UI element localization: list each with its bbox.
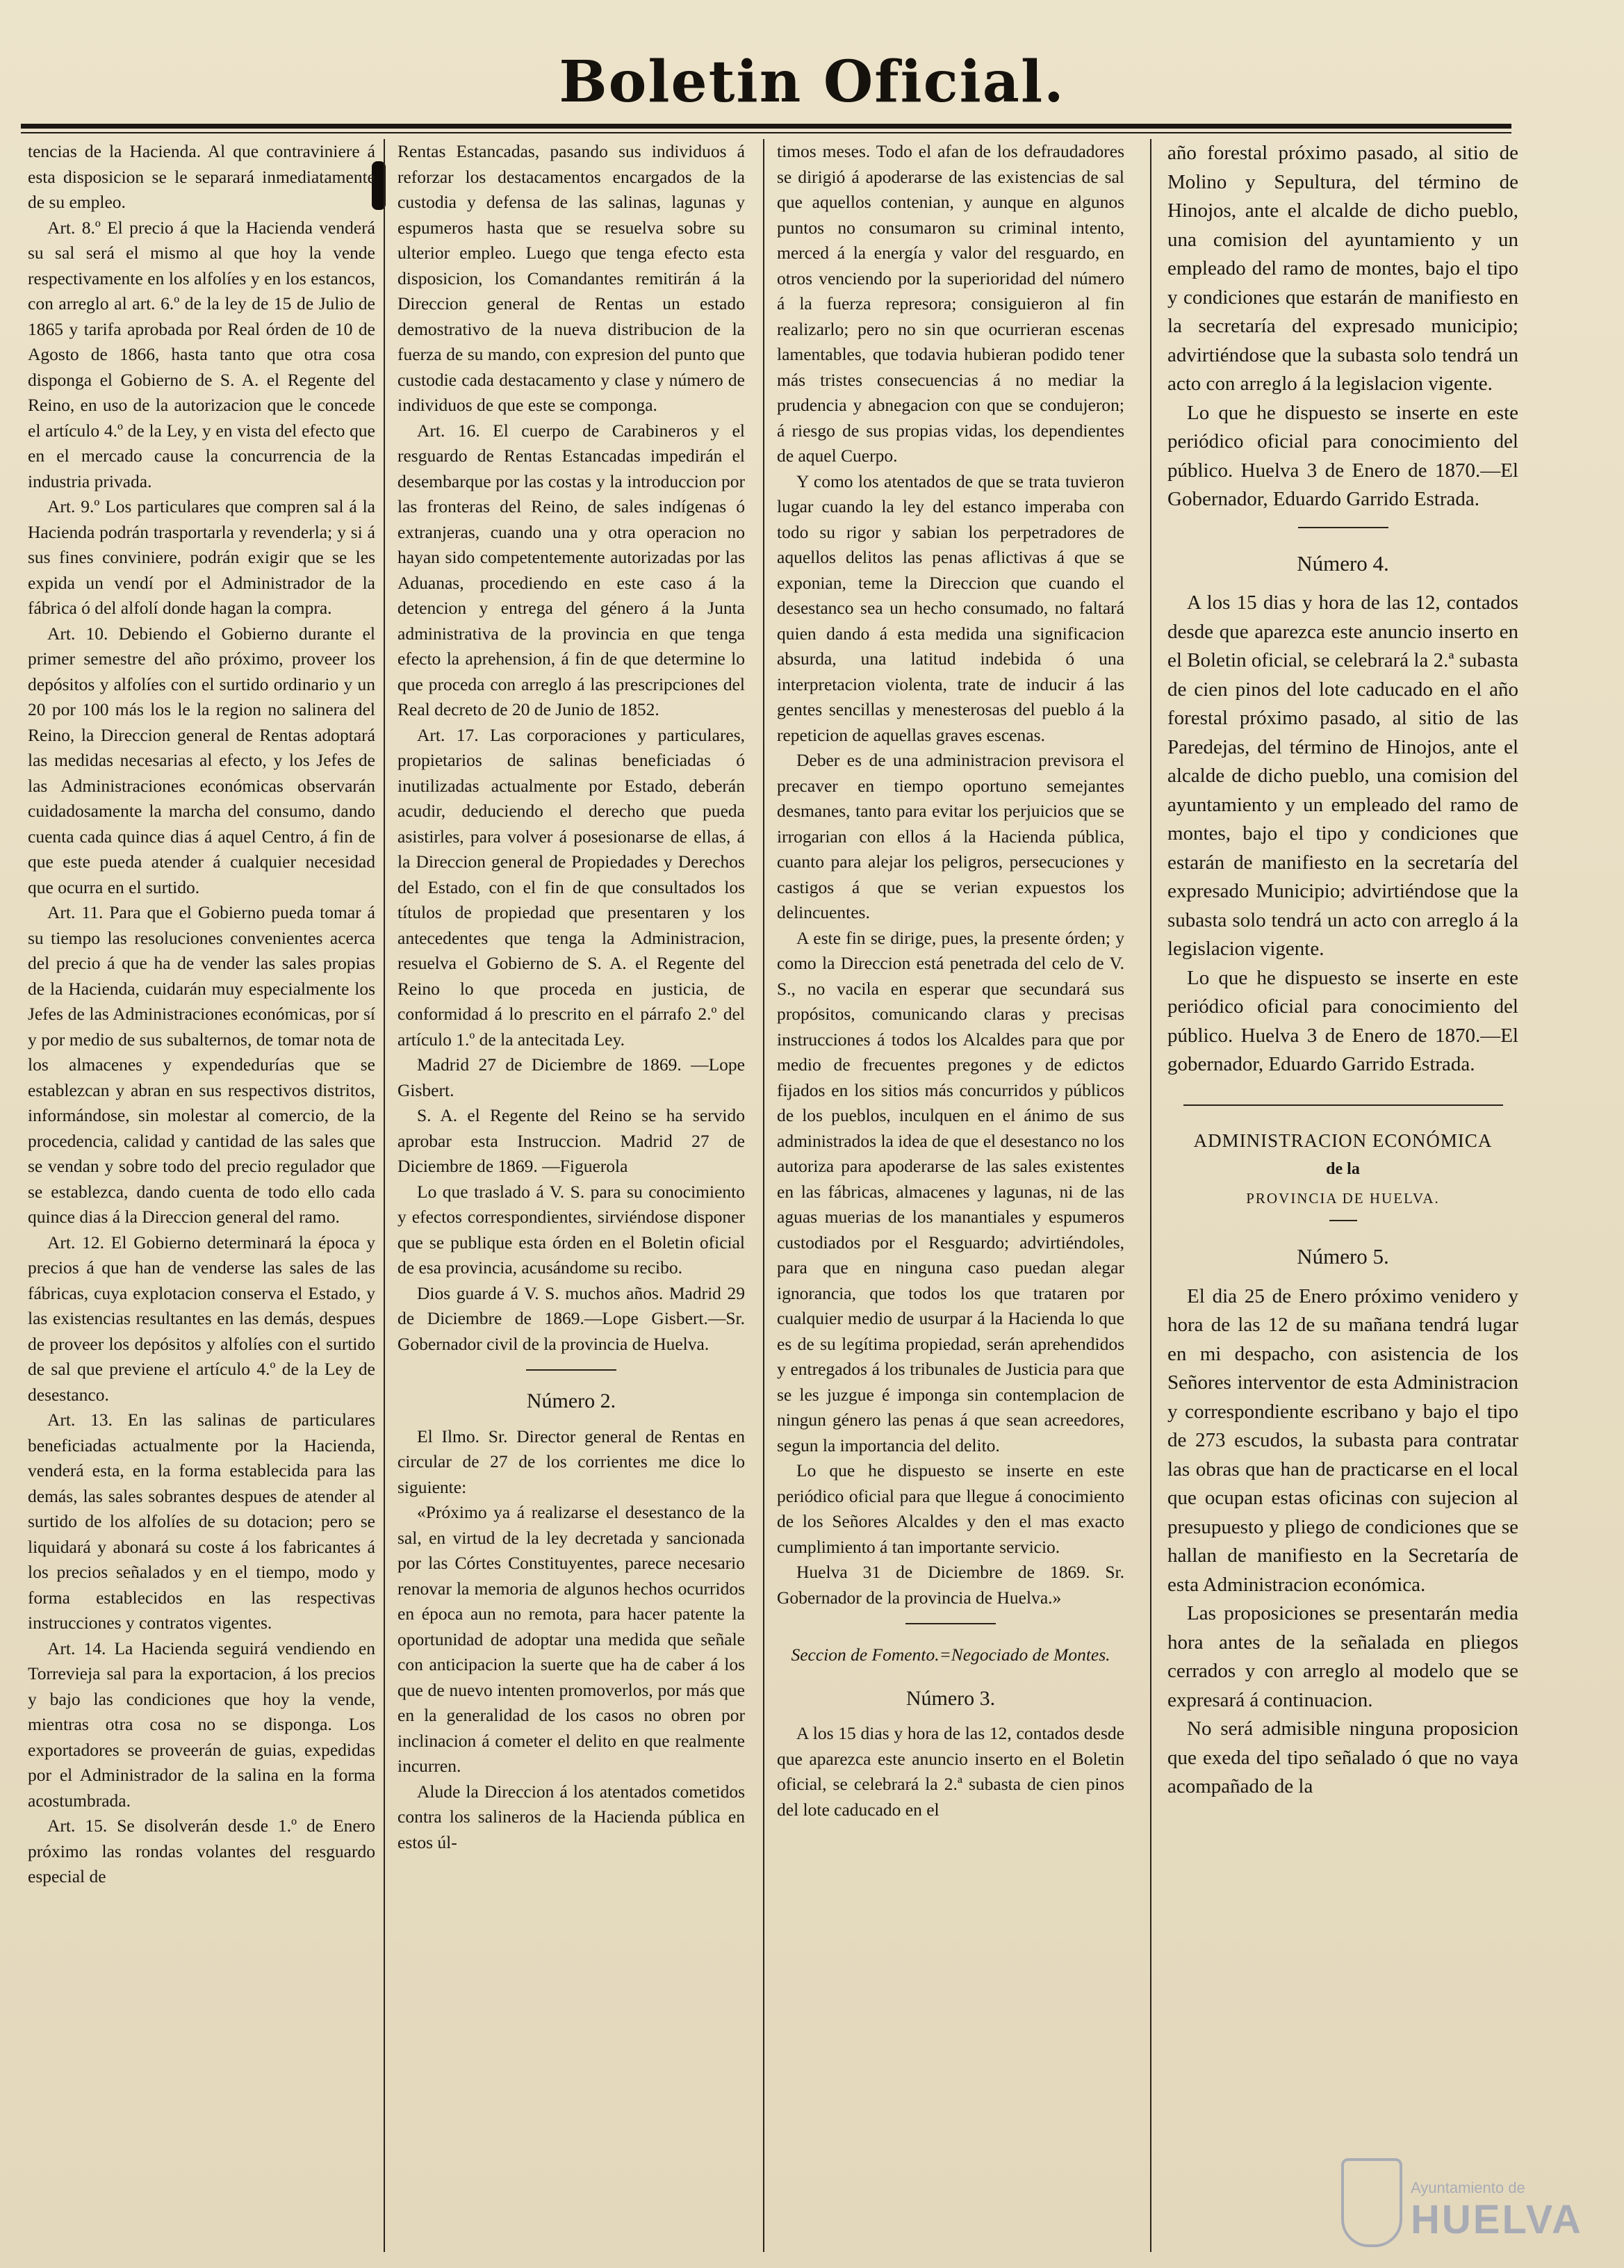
section-separator [1298, 527, 1388, 528]
column-divider [1150, 139, 1151, 2252]
paragraph: Lo que he dispuesto se inserte en este periódico oficial para que llegue á conocimiento de los Señores Alcaldes y den el mas exacto cumplimiento á tan importante servicio. [777, 1460, 1124, 1557]
paragraph: Las proposiciones se presentarán media hora antes de la señalada en pliegos cerrados y con arreglo al modelo que se expresará á continuacion. [1167, 1602, 1518, 1711]
paragraph: Lo que traslado á V. S. para su conocimiento y efectos correspondientes, sirviéndose disponer que se publique esta órden en el Boletin oficial de esa provincia, acusándome su recibo. [397, 1181, 745, 1278]
column-2 [397, 139, 745, 2085]
section-heading: Número 3. [905, 1686, 996, 1710]
article-9: Art. 9.º Los particulares que compren sal á la Hacienda podrán trasportarla y revenderla; y si á sus fines conviniere, podrán exigir que se les expida un vendí por el Administrador de la fábrica ó del alfolí donde hagan la compra. [28, 496, 375, 618]
paragraph: Lo que he dispuesto se inserte en este periódico oficial para conocimiento del público. Huelva 3 de Enero de 1870.—El Gobernador, Eduardo Garrido Estrada. [1167, 401, 1518, 510]
section-separator [1329, 1220, 1357, 1221]
paragraph: El Ilmo. Sr. Director general de Rentas en circular de 27 de los corrientes me dice lo siguiente: [397, 1426, 745, 1497]
admin-heading-connector: de la [1326, 1160, 1360, 1178]
paragraph: año forestal próximo pasado, al sitio de Molino y Sepultura, del término de Hinojos, ante el alcalde de dicho pueblo, una comision del ayuntamiento y un empleado del ramo de montes, bajo el tipo y condiciones que estarán de manifiesto en la secretaría del expresado municipio; advirtiéndose que la subasta solo tendrá un acto con arreglo á la legislacion vigente. [1167, 142, 1518, 395]
paragraph: Rentas Estancadas, pasando sus individuos á reforzar los destacamentos encargados de la custodia y defensa de las salinas, lagunas y espumeros hasta que se resuelva sobre su ulterior empleo. Luego que tenga efecto esta disposicion, los Comandantes remitirán á la Direccion general de Rentas un estado demostrativo de la nueva distribucion de la fuerza de su mando, con expresion del punto que custodie cada destacamento y clase y número de individuos de que este se componga. [397, 141, 745, 415]
paragraph: Y como los atentados de que se trata tuvieron lugar cuando la ley del estanco imperaba con todo su rigor y sabian los perpetradores de aquellos delitos las penas aflictivas á que se exponian, teme la Direccion que cuando el desestanco sea un hecho consumado, no faltará quien dando á esta medida una significacion absurda, una latitud indebida ó una interpretacion violenta, trate de inducir á las gentes sencillas y menesterosas del pueblo á la repeticion de aquellas graves escenas. [777, 471, 1124, 745]
section-title: Seccion de Fomento.=Negociado de Montes. [791, 1645, 1110, 1665]
paragraph: timos meses. Todo el afan de los defraudadores se dirigió á apoderarse de las existencias de sal que aquellos contenian, y aunque en algunos puntos no consumaron su criminal intento, merced á la energía y valor del resguardo, en otros venciendo por la superioridad del número á la fuerza represora; consiguieron al fin realizarlo; pero no sin que ocurrieran escenas lamentables, que todavia hubieran podido tener más tristes consecuencias á no mediar la prudencia y abnegacion con que se condujeron; á riesgo de sus propias vidas, los dependientes de aquel Cuerpo. [777, 141, 1124, 466]
article-14: Art. 14. La Hacienda seguirá vendiendo en Torrevieja sal para la exportacion, á los precios y bajo las condiciones que hoy la vende, mientras otra cosa no se disponga. Los exportadores se proveerán de guias, expedidas por el Administrador de la salina en la forma acostumbrada. [28, 1638, 375, 1811]
article-17: Art. 17. Las corporaciones y particulares, propietarios de salinas beneficiadas ó inutilizadas actualmente por Estado, deberán acudir, deduciendo el derecho que pueda asistirles, para volver á posesionarse de ellas, á la Direccion general de Propiedades y Derechos del Estado, con el fin de que consultados los títulos de propiedad que presentaren y los antecedentes que tenga la Administracion, resuelva el Gobierno de S. A. el Regente del Reino lo que proceda en justicia, de conformidad á lo prescrito en el párrafo 2.º del artículo 1.º de la antecitada Ley. [397, 724, 745, 1050]
section-separator [1183, 1104, 1503, 1106]
masthead-title: Boletin Oficial. [559, 49, 1065, 115]
paragraph: tencias de la Hacienda. Al que contraviniere á esta disposicion se le separará inmediatamente de su empleo. [28, 141, 375, 212]
watermark-line-1: Ayuntamiento de [1411, 2179, 1525, 2196]
article-12: Art. 12. El Gobierno determinará la época y precios á que han de venderse las sales de las fábricas, cuya explotacion conserva el Estado, y las existencias resultantes en las demás, despues de proveer los depósitos y alfolíes con el surtido de sal que previene el artículo 4.º de la Ley de desestanco. [28, 1232, 375, 1405]
paragraph: No será admisible ninguna proposicion que exeda del tipo señalado ó que no vaya acompañado de la [1167, 1718, 1518, 1797]
date-line: Huelva 31 de Diciembre de 1869. Sr. Gobernador de la provincia de Huelva.» [777, 1562, 1124, 1608]
paragraph: A los 15 dias y hora de las 12, contados desde que aparezca este anuncio inserto en el Boletin oficial, se celebrará la 2.ª subasta de cien pinos del lote caducado en el [777, 1723, 1124, 1820]
article-11: Art. 11. Para que el Gobierno pueda tomar á su tiempo las resoluciones convenientes acerca del precio á que ha de vender las sales propias de la Hacienda, cuidarán muy especialmente los Jefes de las Administraciones económicas, por sí y por medio de sus subalternos, de tomar nota de los almacenes y expendedurías que se establezcan y abran en sus respectivos distritos, informándose, sin molestar al comercio, de la procedencia, calidad y cantidad de las sales que se vendan y sobre todo del precio regulador que se establezca, dando cuenta de todo ello cada quince dias á la Direccion general del ramo. [28, 902, 375, 1227]
article-8: Art. 8.º El precio á que la Hacienda venderá su sal será el mismo al que hoy la vende respectivamente en los alfolíes y en los estancos, con arreglo al art. 6.º de la ley de 15 de Julio de 1865 y tarifa aprobada por Real órden de 10 de Agosto de 1866, hasta tanto que otra cosa disponga el Gobierno de S. A. el Regente del Reino, en uso de la autorizacion que le concede el artículo 4.º de la Ley, y en vista del efecto que en el mercado cause la concurrencia de la industria privada. [28, 217, 375, 491]
watermark-line-2: HUELVA [1411, 2197, 1583, 2242]
section-separator [905, 1623, 996, 1624]
article-13: Art. 13. En las salinas de particulares beneficiadas actualmente por la Hacienda, venderá esta, en la forma establecida para las demás, las sales sobrantes despues de atender al surtido de los alfolíes de su dotacion; pero se liquidará y abonará su coste á los fabricantes á los precios señalados y en el tiempo, modo y forma establecidos en las respectivas instrucciones y contratos vigentes. [28, 1410, 375, 1633]
column-4 [1167, 139, 1518, 2085]
approval-paragraph: S. A. el Regente del Reino se ha servido aprobar esta Instruccion. Madrid 27 de Diciembre de 1869. —Figuerola [397, 1105, 745, 1176]
article-10: Art. 10. Debiendo el Gobierno durante el primer semestre del año próximo, proveer los depósitos y alfolíes con el surtido ordinario y un 20 por 100 más los le la region no salinera del Reino, la Direccion general de Rentas adoptará las medidas necesarias al efecto, y los Jefes de las Administraciones económicas observarán cuidadosamente la marcha del consumo, dando cuenta cada quince dias á aquel Centro, á fin de que este pueda atender á cualquier necesidad que ocurra en el surtido. [28, 623, 375, 897]
archive-watermark [1341, 2158, 1583, 2255]
article-15: Art. 15. Se disolverán desde 1.º de Enero próximo las rondas volantes del resguardo especial de [28, 1816, 375, 1886]
masthead-rule-thick [21, 124, 1511, 129]
paragraph: «Próximo ya á realizarse el desestanco de la sal, en virtud de la ley decretada y sancionada por las Córtes Constituyentes, parece necesario renovar la memoria de algunos hechos ocurridos en época aun no remota, para hacer patente la oportunidad de adoptar una medida que señale con anticipacion la suerte que ha de caber á los que de nuevo intenten promoverlos, por más que en la generalidad de los casos no obren por inclinacion á cometer el delito en que realmente incurren. [397, 1502, 745, 1776]
masthead-rule-thin [21, 132, 1511, 133]
paragraph: A este fin se dirige, pues, la presente órden; y como la Direccion está penetrada del celo de V. S., no vacila en esperar que secundará sus propósitos, comunicando claras y precisas instrucciones á todos los Alcaldes para que por medio de frecuentes pregones y de edictos fijados en los sitios más concurridos y públicos de los pueblos, inculquen en el ánimo de sus administrados la idea de que el desestanco no los autoriza para apoderarse de las sales existentes en las fábricas, almacenes y lagunas, ni de las aguas muerias de los manantiales y espumeros custodiados por el Resguardo; advirtiéndoles, para que en ninguna caso puedan alegar ignorancia, que todos los que trataren por cualquier medio de usurpar á la Hacienda lo que es de su legítima propiedad, serán aprehendidos y entregados á los tribunales de Justicia para que se les juzgue é imponga sin contemplacion de ningun género las penas á que sean acreedores, segun la importancia del delito. [777, 927, 1124, 1455]
signature-line: Madrid 27 de Diciembre de 1869. —Lope Gisbert. [397, 1054, 745, 1100]
shield-icon [1341, 2158, 1402, 2247]
paragraph: El dia 25 de Enero próximo venidero y hora de las 12 de su mañana tendrá lugar en mi despacho, con asistencia de los Señores interventor de esta Administracion y correspondiente escribano y bajo el tipo de 273 escudos, la subasta para contratar las obras que han de practicarse en el local que ocupan estas oficinas con sujecion al presupuesto y pliego de condiciones que se hallan de manifiesto en la Secretaría de esta Administracion económica. [1167, 1284, 1518, 1596]
paragraph: Alude la Direccion á los atentados cometidos contra los salineros de la Hacienda pública en estos úl- [397, 1781, 745, 1852]
admin-heading-province: PROVINCIA DE HUELVA. [1246, 1189, 1440, 1207]
closing-paragraph: Dios guarde á V. S. muchos años. Madrid 29 de Diciembre de 1869.—Lope Gisbert.—Sr. Gobernador civil de la provincia de Huelva. [397, 1282, 745, 1354]
section-heading: Número 4. [1297, 550, 1389, 576]
column-divider [384, 139, 385, 2252]
admin-heading: ADMINISTRACION ECONÓMICA [1193, 1129, 1493, 1151]
column-1 [28, 139, 375, 2085]
paragraph: A los 15 dias y hora de las 12, contados desde que aparezca este anuncio inserto en el Boletin oficial, se celebrará la 2.ª subasta de cien pinos del lote caducado en el año forestal próximo pasado, al sitio de las Paredejas, del término de Hinojos, ante el alcalde de dicho pueblo, una comision del ayuntamiento y un empleado del ramo de montes, bajo el tipo y condiciones que estarán de manifiesto en la secretaría del expresado Municipio; advirtiéndose que la subasta solo tendrá un acto con arreglo á la legislacion vigente. [1167, 592, 1518, 960]
column-3 [777, 139, 1124, 2085]
section-heading: Número 2. [526, 1389, 616, 1412]
article-16: Art. 16. El cuerpo de Carabineros y el resguardo de Rentas Estancadas impedirán el desembarque por las costas y la introduccion por las fronteras del Reino, de sales indígenas ó extranjeras, cuando una y otra operacion no hayan sido competentemente autorizadas por las Aduanas, procediendo en este caso á la detencion y entrega del género á la Junta administrativa de la provincia en que tenga efecto la aprehension, á fin de que determine lo que proceda con arreglo á las prescripciones del Real decreto de 20 de Junio de 1852. [397, 420, 745, 719]
section-heading: Número 5. [1297, 1244, 1389, 1268]
paragraph: Lo que he dispuesto se inserte en este periódico oficial para conocimiento del público. Huelva 3 de Enero de 1870.—El gobernador, Eduardo Garrido Estrada. [1167, 966, 1518, 1075]
column-divider [763, 139, 764, 2252]
section-separator [526, 1369, 616, 1371]
paragraph: Deber es de una administracion previsora el precaver en tiempo oportuno semejantes desmanes, tanto para evitar los perjuicios que se irrogarian con ellos á la Hacienda pública, cuanto para alejar los peligros, persecuciones y castigos á que se verian expuestos los delincuentes. [777, 750, 1124, 922]
